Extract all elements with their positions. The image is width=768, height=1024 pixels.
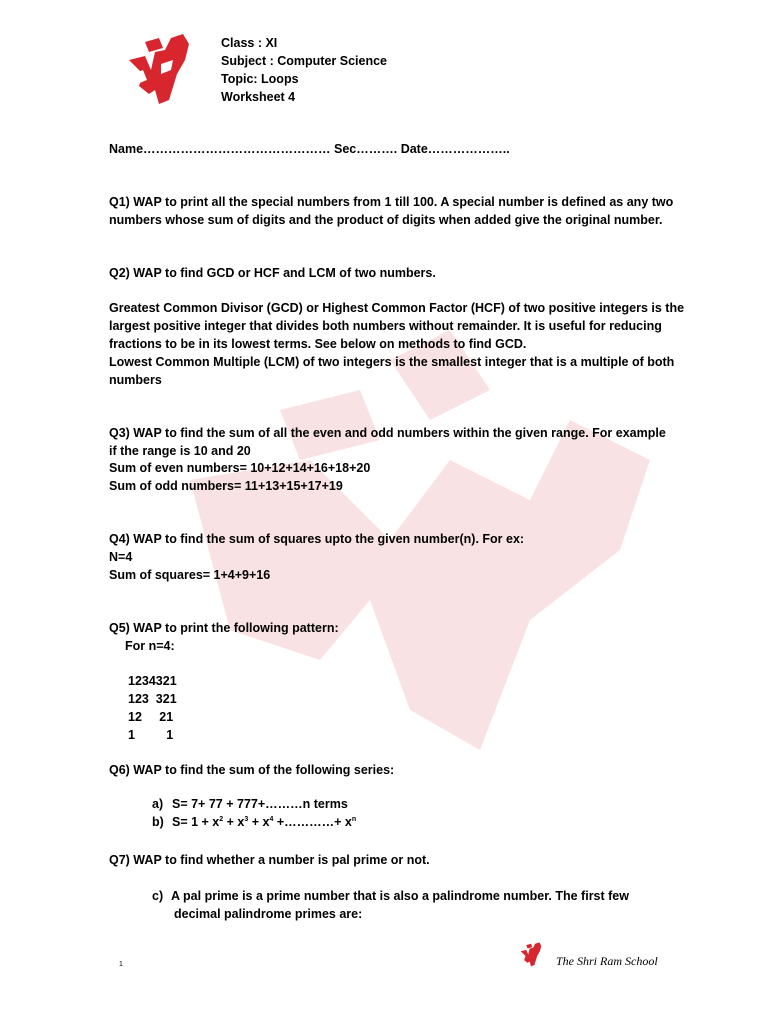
q2-line-1: Greatest Common Divisor (GCD) or Highest Common Factor (HCF) of two positive integers is the <box>109 301 685 315</box>
q1-line-1: Q1) WAP to print all the special numbers from 1 till 100. A special number is defined as any two <box>109 195 674 209</box>
worksheet-header <box>221 34 387 106</box>
q2-title: Q2) WAP to find GCD or HCF and LCM of two numbers. <box>109 266 436 280</box>
q2-line-2: largest positive integer that divides both numbers without remainder. It is useful for reducing <box>109 319 662 333</box>
q5-title: Q5) WAP to print the following pattern: <box>109 621 339 635</box>
q6-title: Q6) WAP to find the sum of the following series: <box>109 763 395 777</box>
pattern-row: 12 21 <box>128 710 174 724</box>
q6-b-text: $S= 1 + x^2 + x^3 + x^4$ +…………+ $x^n$ <box>172 815 357 829</box>
footer-logo <box>517 941 545 967</box>
q1-line-2: numbers whose sum of digits and the product of digits when added give the original number. <box>109 213 663 227</box>
pattern-row: 1 1 <box>128 728 174 742</box>
pattern-row: 1234321 <box>128 674 177 688</box>
q7-c-label: c) <box>152 889 164 903</box>
q2-line-3: fractions to be in its lowest terms. See below on methods to find GCD. <box>109 337 527 351</box>
school-name: The Shri Ram School <box>556 954 658 968</box>
subject-label: Subject : Computer Science <box>221 54 388 68</box>
topic-label: Topic: Loops <box>221 72 299 86</box>
q4-line-3: Sum of squares= 1+4+9+16 <box>109 568 271 582</box>
q7-c-line-2: decimal palindrome primes are: <box>174 907 363 921</box>
q4-line-2: N=4 <box>109 550 133 564</box>
q3-line-3: Sum of even numbers= 10+12+14+16+18+20 <box>109 461 371 475</box>
q6-a-label: a) <box>152 797 164 811</box>
class-label: Class : XI <box>221 36 278 50</box>
school-logo <box>125 30 193 106</box>
q3-line-2: if the range is 10 and 20 <box>109 444 251 458</box>
q5-for-n: For n=4: <box>125 639 175 653</box>
name-section-date-line: Name……………………………………… Sec………. Date……………….. <box>109 142 510 156</box>
q6-a-text: S= 7+ 77 + 777+………n terms <box>172 797 348 811</box>
q3-line-4: Sum of odd numbers= 11+13+15+17+19 <box>109 479 343 493</box>
pattern-row: 123 321 <box>128 692 177 706</box>
worksheet-label: Worksheet 4 <box>221 90 296 104</box>
q7-c-line-1: A pal prime is a prime number that is also a palindrome number. The first few <box>171 889 629 903</box>
q2-line-5: numbers <box>109 373 162 387</box>
q3-line-1: Q3) WAP to find the sum of all the even and odd numbers within the given range. For example <box>109 426 666 440</box>
q7-title: Q7) WAP to find whether a number is pal prime or not. <box>109 853 430 867</box>
page-number: 1 <box>119 961 123 968</box>
q6-b-label: b) <box>152 815 164 829</box>
q2-line-4: Lowest Common Multiple (LCM) of two integers is the smallest integer that is a multiple of both <box>109 355 675 369</box>
q4-line-1: Q4) WAP to find the sum of squares upto the given number(n). For ex: <box>109 532 525 546</box>
